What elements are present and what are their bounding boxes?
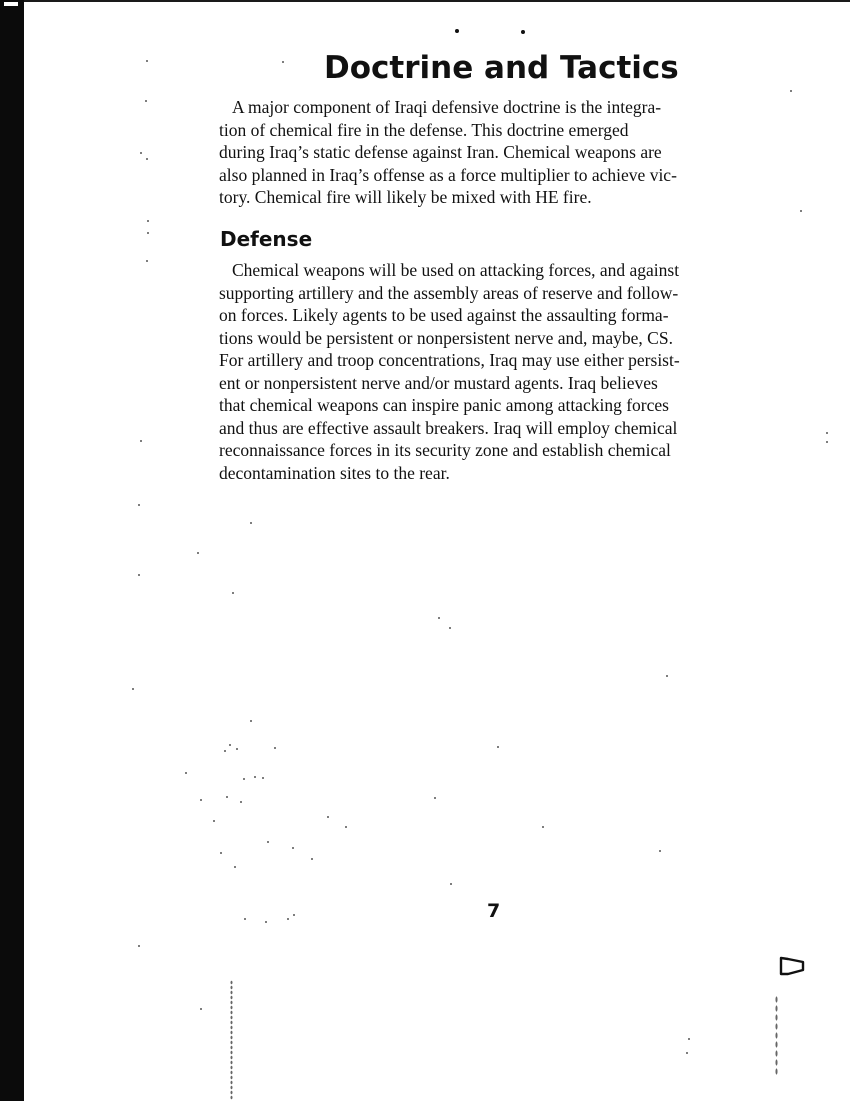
scan-speck [497,746,499,748]
scan-speck [826,441,828,443]
defense-paragraph [219,259,779,484]
scan-speck [434,797,436,799]
scan-stipple-strip [230,980,233,1100]
scan-speck [311,858,313,860]
scan-speck [688,1038,690,1040]
scan-speck [224,750,226,752]
defense-line: Chemical weapons will be used on attacking forces, and against [232,260,680,280]
intro-line: tory. Chemical fire will likely be mixed with HE fire. [219,187,592,207]
section-heading-defense: Defense [220,227,313,251]
scan-edge-notch [4,2,18,6]
scan-speck [450,883,452,885]
scan-speck [232,592,234,594]
scan-speck [213,820,215,822]
scan-speck [140,440,142,442]
scan-speck [138,504,140,506]
defense-line: on forces. Likely agents to be used against the assaulting forma- [219,305,669,325]
scan-speck [200,1008,202,1010]
scan-speck [282,61,284,63]
page-title: Doctrine and Tactics [324,50,679,86]
intro-line: during Iraq’s static defense against Iran. Chemical weapons are [219,142,662,162]
scan-stipple-strip [775,995,778,1075]
scan-speck [274,747,276,749]
scan-speck [542,826,544,828]
scan-speck [229,744,231,746]
scan-speck [438,617,440,619]
scan-speck [666,675,668,677]
scan-speck [267,841,269,843]
scan-speck [455,29,459,33]
scan-speck [287,918,289,920]
scan-speck [146,60,148,62]
intro-line: also planned in Iraq’s offense as a force multiplier to achieve vic- [219,164,677,185]
scan-speck [146,158,148,160]
scan-speck [292,847,294,849]
scan-speck [659,850,661,852]
scan-speck [240,801,242,803]
scan-speck [234,866,236,868]
scan-top-border [24,0,850,2]
page-number: 7 [487,900,501,922]
defense-line: decontamination sites to the rear. [219,462,450,483]
scan-speck [243,778,245,780]
scan-speck [140,152,142,154]
defense-line: For artillery and troop concentrations, Iraq may use either persist- [219,350,680,370]
scan-speck [800,210,802,212]
corner-bracket-mark [778,955,806,977]
scan-speck [145,100,147,102]
defense-line: that chemical weapons can inspire panic among attacking forces [219,395,669,415]
scan-speck [686,1052,688,1054]
scan-left-edge [0,0,24,1101]
scan-speck [790,90,792,92]
scan-speck [244,918,246,920]
scan-speck [146,260,148,262]
scan-speck [132,688,134,690]
scan-speck [262,777,264,779]
scan-speck [250,522,252,524]
scan-speck [265,921,267,923]
scan-speck [138,945,140,947]
scan-speck [185,772,187,774]
scan-speck [138,574,140,576]
intro-line: tion of chemical fire in the defense. This doctrine emerged [219,119,629,140]
scan-speck [826,432,828,434]
defense-line: supporting artillery and the assembly areas of reserve and follow- [219,282,679,303]
defense-line: and thus are effective assault breakers. Iraq will employ chemical [219,417,678,438]
scan-speck [345,826,347,828]
scan-speck [226,796,228,798]
scan-speck [250,720,252,722]
intro-line: A major component of Iraqi defensive doctrine is the integra- [232,97,662,117]
scan-speck [147,220,149,222]
scan-speck [200,799,202,801]
defense-line: ent or nonpersistent nerve and/or mustard agents. Iraq believes [219,372,658,393]
scan-speck [197,552,199,554]
scan-speck [521,30,525,34]
defense-line: tions would be persistent or nonpersistent nerve and, maybe, CS. [219,327,673,348]
scan-speck [147,232,149,234]
scan-speck [293,914,295,916]
scan-speck [220,852,222,854]
scan-speck [327,816,329,818]
scan-speck [236,748,238,750]
scan-speck [449,627,451,629]
intro-paragraph [219,96,779,209]
scan-speck [254,776,256,778]
defense-line: reconnaissance forces in its security zone and establish chemical [219,440,671,460]
